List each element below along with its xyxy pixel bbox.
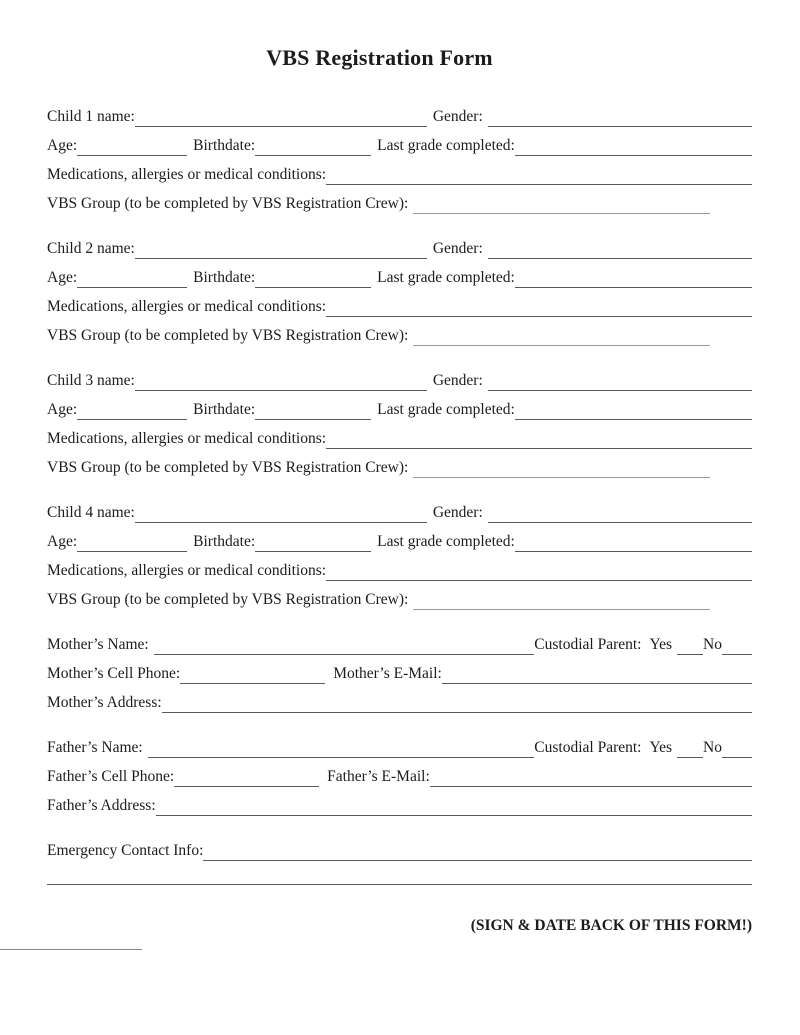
child-vbs-group-row <box>47 591 752 610</box>
custodial-parent-label: Custodial Parent: <box>534 739 642 756</box>
child-medical-row <box>47 562 752 581</box>
custodial-no-blank[interactable] <box>722 636 752 655</box>
cell-phone-blank[interactable] <box>174 768 319 787</box>
parent-name-label: Mother’s Name: <box>47 636 149 653</box>
address-blank[interactable] <box>156 797 752 816</box>
child-medical-row <box>47 430 752 449</box>
age-label: Age: <box>47 269 78 286</box>
emergency-row <box>47 842 752 861</box>
address-label: Father’s Address: <box>47 797 156 814</box>
vbs-group-blank[interactable] <box>413 459 710 478</box>
birthdate-label: Birthdate: <box>193 269 256 286</box>
grade-label: Last grade completed: <box>377 533 515 550</box>
child-name-row <box>47 372 752 391</box>
child-name-blank[interactable] <box>135 504 427 523</box>
age-blank[interactable] <box>77 401 187 420</box>
gender-label: Gender: <box>432 372 483 389</box>
address-blank[interactable] <box>162 694 752 713</box>
gender-label: Gender: <box>432 240 483 257</box>
medical-label: Medications, allergies or medical conditions: <box>47 562 327 579</box>
cell-phone-label: Father’s Cell Phone: <box>47 768 175 785</box>
birthdate-blank[interactable] <box>255 533 371 552</box>
cell-phone-label: Mother’s Cell Phone: <box>47 665 181 682</box>
custodial-no-blank[interactable] <box>722 739 752 758</box>
child-name-row <box>47 240 752 259</box>
child-age-row <box>47 401 752 420</box>
vbs-group-label: VBS Group (to be completed by VBS Registration Crew): <box>47 459 409 476</box>
child-name-blank[interactable] <box>135 240 427 259</box>
child-name-row <box>47 108 752 127</box>
emergency-label: Emergency Contact Info: <box>47 842 204 859</box>
vbs-group-blank[interactable] <box>413 327 710 346</box>
age-label: Age: <box>47 401 78 418</box>
sign-note: (SIGN & DATE BACK OF THIS FORM!) <box>470 917 752 934</box>
custodial-yes-label: Yes <box>649 636 673 653</box>
parent-name-blank[interactable] <box>148 739 535 758</box>
age-label: Age: <box>47 137 78 154</box>
form-page <box>47 45 752 935</box>
age-blank[interactable] <box>77 533 187 552</box>
medical-label: Medications, allergies or medical conditions: <box>47 166 327 183</box>
age-blank[interactable] <box>77 137 187 156</box>
age-label: Age: <box>47 533 78 550</box>
vbs-group-blank[interactable] <box>413 195 710 214</box>
medical-label: Medications, allergies or medical conditions: <box>47 430 327 447</box>
gender-blank[interactable] <box>488 240 752 259</box>
child-name-row <box>47 504 752 523</box>
medical-blank[interactable] <box>326 430 752 449</box>
parent-name-row <box>47 636 752 655</box>
emergency-blank[interactable] <box>203 842 752 861</box>
birthdate-blank[interactable] <box>255 401 371 420</box>
page-title: VBS Registration Form <box>266 45 493 70</box>
father-section <box>47 739 752 816</box>
medical-blank[interactable] <box>326 298 752 317</box>
child-medical-row <box>47 166 752 185</box>
address-label: Mother’s Address: <box>47 694 162 711</box>
parent-name-label: Father’s Name: <box>47 739 143 756</box>
grade-blank[interactable] <box>515 269 752 288</box>
custodial-parent-label: Custodial Parent: <box>534 636 642 653</box>
child-name-label: Child 3 name: <box>47 372 135 389</box>
emergency-blank-line2[interactable] <box>47 871 752 885</box>
age-blank[interactable] <box>77 269 187 288</box>
child-name-label: Child 4 name: <box>47 504 135 521</box>
birthdate-blank[interactable] <box>255 269 371 288</box>
vbs-group-label: VBS Group (to be completed by VBS Registration Crew): <box>47 327 409 344</box>
email-blank[interactable] <box>430 768 752 787</box>
child-name-blank[interactable] <box>135 108 427 127</box>
email-label: Mother’s E-Mail: <box>333 665 442 682</box>
medical-blank[interactable] <box>326 562 752 581</box>
child-name-blank[interactable] <box>135 372 427 391</box>
child-age-row <box>47 137 752 156</box>
parent-address-row <box>47 694 752 713</box>
custodial-no-label: No <box>703 739 722 756</box>
custodial-yes-blank[interactable] <box>677 739 703 758</box>
gender-blank[interactable] <box>488 372 752 391</box>
child-name-label: Child 2 name: <box>47 240 135 257</box>
parent-cell-row <box>47 665 752 684</box>
child-age-row <box>47 269 752 288</box>
child-2-section <box>47 240 752 346</box>
parent-name-blank[interactable] <box>154 636 535 655</box>
vbs-group-blank[interactable] <box>413 591 710 610</box>
vbs-group-label: VBS Group (to be completed by VBS Registration Crew): <box>47 195 409 212</box>
child-vbs-group-row <box>47 327 752 346</box>
child-vbs-group-row <box>47 195 752 214</box>
child-3-section <box>47 372 752 478</box>
medical-blank[interactable] <box>326 166 752 185</box>
child-vbs-group-row <box>47 459 752 478</box>
child-age-row <box>47 533 752 552</box>
cell-phone-blank[interactable] <box>180 665 325 684</box>
birthdate-label: Birthdate: <box>193 401 256 418</box>
medical-label: Medications, allergies or medical conditions: <box>47 298 327 315</box>
gender-blank[interactable] <box>488 504 752 523</box>
gender-label: Gender: <box>432 108 483 125</box>
birthdate-label: Birthdate: <box>193 533 256 550</box>
parent-address-row <box>47 797 752 816</box>
grade-blank[interactable] <box>515 401 752 420</box>
parent-cell-row <box>47 768 752 787</box>
grade-blank[interactable] <box>515 533 752 552</box>
grade-blank[interactable] <box>515 137 752 156</box>
child-medical-row <box>47 298 752 317</box>
birthdate-label: Birthdate: <box>193 137 256 154</box>
mother-section <box>47 636 752 713</box>
child-name-label: Child 1 name: <box>47 108 135 125</box>
email-blank[interactable] <box>442 665 752 684</box>
grade-label: Last grade completed: <box>377 269 515 286</box>
grade-label: Last grade completed: <box>377 401 515 418</box>
child-4-section <box>47 504 752 610</box>
custodial-yes-label: Yes <box>649 739 673 756</box>
vbs-group-label: VBS Group (to be completed by VBS Registration Crew): <box>47 591 409 608</box>
gender-blank[interactable] <box>488 108 752 127</box>
birthdate-blank[interactable] <box>255 137 371 156</box>
gender-label: Gender: <box>432 504 483 521</box>
emergency-section <box>47 842 752 885</box>
child-1-section <box>47 108 752 214</box>
grade-label: Last grade completed: <box>377 137 515 154</box>
parent-name-row <box>47 739 752 758</box>
custodial-yes-blank[interactable] <box>677 636 703 655</box>
footnote-separator-line <box>0 949 142 950</box>
custodial-no-label: No <box>703 636 722 653</box>
email-label: Father’s E-Mail: <box>327 768 430 785</box>
